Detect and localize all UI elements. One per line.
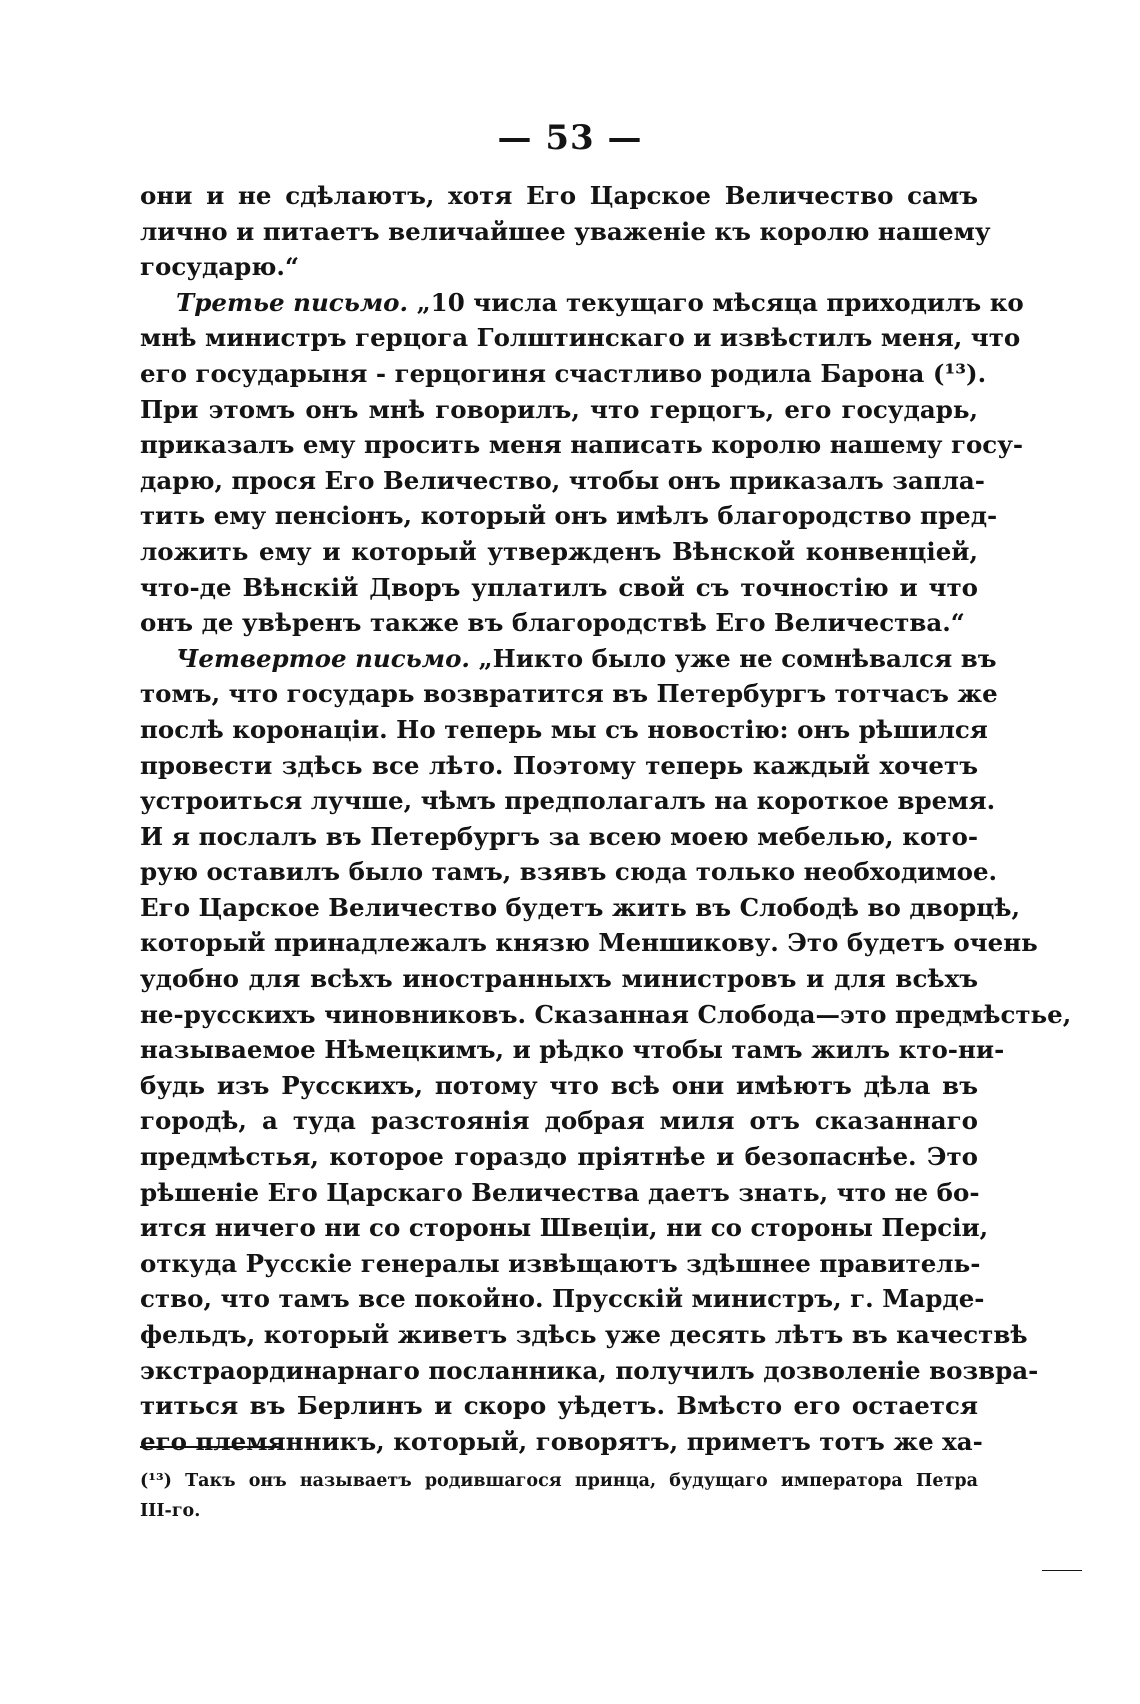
text-line: городѣ, а туда разстоянія добрая миля отъ сказаннаго (140, 1106, 978, 1136)
text-line (140, 285, 1024, 321)
text-line-rest: „Никто было уже не сомнѣвался въ (478, 643, 997, 673)
margin-mark (1042, 1570, 1082, 1571)
text-line: не-руcскихъ чиновниковъ. Сказанная Слобода—это предмѣстье, (140, 999, 1072, 1029)
text-line: который принадлежалъ князю Меншикову. Это будетъ очень (140, 928, 1038, 958)
page-number: — 53 — (497, 118, 643, 158)
text-line: рѣшеніе Его Царскаго Величества даетъ знать, что не бо- (140, 1177, 980, 1207)
text-line: удобно для всѣхъ иностранныхъ министровъ и для всѣхъ (140, 964, 978, 994)
text-line: дарю, прося Его Величество, чтобы онъ приказалъ запла- (140, 465, 985, 495)
text-line: его племянникъ, который, говорятъ, приметъ тотъ же ха- (140, 1426, 983, 1456)
text-line: рую оставилъ было тамъ, взявъ сюда только необходимое. (140, 857, 998, 887)
text-line: послѣ коронаціи. Но теперь мы съ новостію: онъ рѣшился (140, 714, 988, 744)
text-line: мнѣ министръ герцога Голштинскаго и извѣстилъ меня, что (140, 323, 1021, 353)
footnote-line: III-го. (140, 1501, 201, 1521)
text-line: титься въ Берлинъ и скоро уѣдетъ. Вмѣсто его остается (140, 1391, 978, 1421)
letter-heading: Четвертое письмо. (176, 643, 470, 673)
text-line: будь изъ Русскихъ, потому что всѣ они имѣютъ дѣла въ (140, 1070, 978, 1100)
body-text (140, 178, 1072, 1459)
text-line: его государыня - герцогиня счастливо родила Барона (¹³). (140, 358, 987, 388)
footnote-divider (140, 1446, 282, 1448)
text-line: фельдъ, который живетъ здѣсь уже десять лѣтъ въ качествѣ (140, 1320, 1028, 1349)
text-line: откуда Русскіе генералы извѣщаютъ здѣшнее правитель- (140, 1248, 981, 1278)
text-line: И я послалъ въ Петербургъ за всею моею мебелью, кото- (140, 821, 978, 851)
footnote-line: (¹³) Такъ онъ называетъ родившагося принца, будущаго императора Петра (140, 1471, 978, 1491)
text-line-rest: „10 числа текущаго мѣсяца приходилъ ко (416, 287, 1024, 317)
footnote (140, 1466, 978, 1526)
text-line: При этомъ онъ мнѣ говорилъ, что герцогъ, его государь, (140, 394, 978, 424)
text-line: они и не сдѣлаютъ, хотя Его Царское Величество самъ (140, 181, 978, 210)
text-line: устроиться лучше, чѣмъ предполагалъ на короткое время. (140, 786, 996, 816)
text-line: экстраординарнаго посланника, получилъ дозволеніе возвра- (140, 1355, 1039, 1385)
text-line: называемое Нѣмецкимъ, и рѣдко чтобы тамъ жилъ кто-ни- (140, 1035, 1005, 1065)
text-line: ство, что тамъ все покойно. Прусскій министръ, г. Марде- (140, 1284, 985, 1314)
text-line: ится ничего ни со стороны Швеціи, ни со стороны Персіи, (140, 1213, 989, 1243)
text-line: ложить ему и который утвержденъ Вѣнской конвенціей, (140, 536, 978, 566)
paragraph (140, 285, 1024, 641)
text-line: государю.“ (140, 252, 300, 282)
text-line: предмѣстья, которое гораздо пріятнѣе и безопаснѣе. Это (140, 1142, 978, 1172)
text-line: приказалъ ему просить меня написать королю нашему госу- (140, 430, 1024, 460)
text-line: онъ де увѣренъ также въ благородствѣ Его Величества.“ (140, 608, 965, 638)
text-line: тить ему пенсіонъ, который онъ имѣлъ благородство пред- (140, 501, 998, 531)
text-line: томъ, что государь возвратится въ Петербургъ тотчасъ же (140, 679, 998, 709)
text-line: что-де Вѣнскій Дворъ уплатилъ свой съ точностію и что (140, 572, 978, 602)
paragraph (140, 641, 1072, 1460)
letter-heading: Третье письмо. (176, 287, 409, 317)
text-line (140, 641, 997, 677)
text-line: провести здѣсь все лѣто. Поэтому теперь каждый хочетъ (140, 750, 978, 780)
text-line: лично и питаетъ величайшее уваженіе къ королю нашему (140, 216, 991, 246)
text-line: Его Царское Величество будетъ жить въ Слободѣ во дворцѣ, (140, 892, 1021, 922)
paragraph (140, 178, 991, 285)
